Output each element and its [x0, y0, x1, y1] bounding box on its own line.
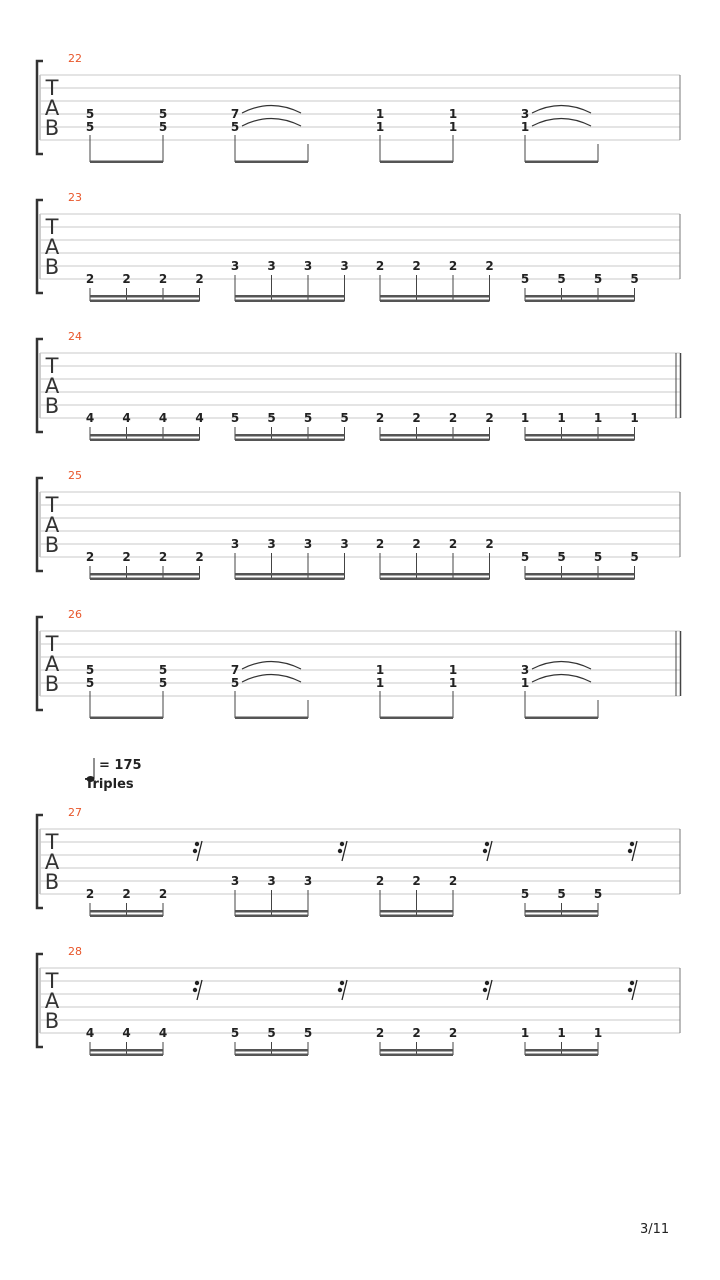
tie-arc — [532, 119, 591, 127]
measure-number: 27 — [68, 806, 82, 819]
fret-number: 3 — [520, 663, 530, 677]
measure-number: 28 — [68, 945, 82, 958]
tempo-marking — [85, 758, 142, 792]
fret-number: 3 — [230, 537, 240, 551]
tab-letter-a: A — [44, 989, 60, 1013]
fret-number: 7 — [230, 107, 240, 121]
fret-number: 3 — [520, 107, 530, 121]
fret-number: 4 — [85, 411, 95, 425]
measure-number: 22 — [68, 52, 82, 65]
tab-letter-t: T — [45, 215, 59, 239]
fret-number: 4 — [122, 1026, 131, 1040]
tab-letter-b: B — [44, 870, 60, 894]
fret-number: 5 — [303, 1026, 313, 1040]
beam — [525, 439, 635, 442]
fret-number: 1 — [448, 107, 458, 121]
beam — [90, 295, 200, 298]
tab-letter-b: B — [44, 672, 60, 696]
fret-number: 5 — [303, 411, 313, 425]
fret-number: 5 — [85, 120, 95, 134]
fret-number: 2 — [375, 1026, 385, 1040]
fret-number: 5 — [630, 272, 639, 286]
fret-number: 5 — [230, 120, 240, 134]
beam — [235, 161, 308, 164]
fret-number: 5 — [340, 411, 349, 425]
page-number: 3/11 — [640, 1222, 670, 1237]
fret-number: 1 — [557, 1026, 566, 1040]
beam — [525, 1054, 598, 1057]
beam — [235, 434, 345, 437]
tab-letter-t: T — [45, 354, 59, 378]
tie-arc — [242, 662, 301, 670]
fret-number: 5 — [230, 411, 240, 425]
fret-number: 5 — [520, 550, 530, 564]
fret-number: 5 — [158, 663, 168, 677]
tab-letter-a: A — [44, 850, 60, 874]
fret-number: 1 — [375, 120, 385, 134]
beam — [380, 915, 453, 918]
beam — [235, 1049, 308, 1052]
systems-layer — [37, 52, 681, 1056]
fret-number: 1 — [520, 676, 530, 690]
beam — [235, 573, 345, 576]
fret-number: 1 — [593, 1026, 603, 1040]
tab-letter-a: A — [44, 513, 60, 537]
fret-number: 5 — [520, 887, 530, 901]
fret-number: 4 — [158, 411, 168, 425]
fret-number: 5 — [267, 411, 276, 425]
beam — [525, 573, 635, 576]
fret-number: 5 — [557, 887, 566, 901]
measure-number: 25 — [68, 469, 82, 482]
fret-number: 2 — [85, 272, 95, 286]
beam — [90, 717, 163, 720]
fret-number: 3 — [230, 259, 240, 273]
fret-number: 3 — [303, 874, 313, 888]
fret-number: 5 — [593, 550, 603, 564]
tab-letter-a: A — [44, 96, 60, 120]
fret-number: 2 — [412, 1026, 421, 1040]
fret-number: 1 — [375, 663, 385, 677]
tab-system — [37, 191, 680, 302]
tie-arc — [242, 119, 301, 127]
fret-number: 1 — [557, 411, 566, 425]
beam — [235, 295, 345, 298]
beam — [525, 915, 598, 918]
beam — [235, 915, 308, 918]
fret-number: 7 — [230, 663, 240, 677]
sixteenth-rest — [628, 980, 637, 1000]
fret-number: 1 — [448, 676, 458, 690]
tab-letter-t: T — [45, 969, 59, 993]
fret-number: 2 — [375, 411, 385, 425]
fret-number: 5 — [230, 676, 240, 690]
beam — [525, 300, 635, 303]
beam — [235, 910, 308, 913]
fret-number: 1 — [593, 411, 603, 425]
beam — [90, 915, 163, 918]
fret-number: 2 — [195, 272, 204, 286]
fret-number: 1 — [448, 663, 458, 677]
sixteenth-rest — [483, 841, 492, 861]
fret-number: 2 — [448, 1026, 458, 1040]
fret-number: 3 — [267, 537, 276, 551]
fret-number: 2 — [158, 550, 168, 564]
sixteenth-rest — [338, 980, 347, 1000]
fret-number: 3 — [340, 537, 349, 551]
beam — [380, 717, 453, 720]
beam — [90, 439, 200, 442]
fret-number: 5 — [158, 107, 168, 121]
measure-number: 26 — [68, 608, 82, 621]
tie-arc — [532, 106, 591, 114]
tab-system — [37, 330, 681, 441]
fret-number: 2 — [375, 537, 385, 551]
sixteenth-rest — [193, 980, 202, 1000]
beam — [235, 578, 345, 581]
tab-letter-a: A — [44, 652, 60, 676]
fret-number: 2 — [485, 537, 494, 551]
fret-number: 2 — [158, 887, 168, 901]
fret-number: 3 — [340, 259, 349, 273]
fret-number: 2 — [485, 411, 494, 425]
beam — [380, 573, 490, 576]
fret-number: 3 — [230, 874, 240, 888]
beam — [90, 300, 200, 303]
fret-number: 1 — [520, 120, 530, 134]
fret-number: 4 — [122, 411, 131, 425]
fret-number: 1 — [375, 676, 385, 690]
fret-number: 3 — [303, 259, 313, 273]
beam — [380, 910, 453, 913]
tab-letter-t: T — [45, 493, 59, 517]
beam — [380, 1054, 453, 1057]
beam — [90, 1054, 163, 1057]
tab-letter-b: B — [44, 116, 60, 140]
beam — [235, 717, 308, 720]
beam — [380, 1049, 453, 1052]
fret-number: 5 — [85, 663, 95, 677]
fret-number: 4 — [158, 1026, 168, 1040]
fret-number: 2 — [122, 272, 131, 286]
tab-system — [37, 806, 680, 917]
beam — [90, 578, 200, 581]
tie-arc — [242, 675, 301, 683]
fret-number: 2 — [122, 887, 131, 901]
beam — [380, 439, 490, 442]
fret-number: 1 — [520, 411, 530, 425]
tab-letter-t: T — [45, 632, 59, 656]
tie-arc — [242, 106, 301, 114]
beam — [525, 910, 598, 913]
tab-system — [37, 469, 680, 580]
tab-letter-b: B — [44, 255, 60, 279]
beam — [90, 573, 200, 576]
fret-number: 2 — [375, 259, 385, 273]
beam — [90, 1049, 163, 1052]
measure-number: 23 — [68, 191, 82, 204]
tab-letter-t: T — [45, 830, 59, 854]
beam — [525, 1049, 598, 1052]
beam — [235, 439, 345, 442]
fret-number: 1 — [375, 107, 385, 121]
fret-number: 5 — [520, 272, 530, 286]
fret-number: 5 — [158, 676, 168, 690]
measure-number: 24 — [68, 330, 82, 343]
tab-system — [37, 52, 680, 163]
fret-number: 2 — [412, 537, 421, 551]
fret-number: 5 — [158, 120, 168, 134]
fret-number: 5 — [593, 887, 603, 901]
fret-number: 5 — [557, 550, 566, 564]
fret-number: 2 — [412, 874, 421, 888]
sixteenth-rest — [628, 841, 637, 861]
fret-number: 5 — [85, 107, 95, 121]
fret-number: 5 — [85, 676, 95, 690]
tab-letter-b: B — [44, 533, 60, 557]
fret-number: 2 — [485, 259, 494, 273]
beam — [380, 295, 490, 298]
tie-arc — [532, 662, 591, 670]
beam — [380, 300, 490, 303]
fret-number: 4 — [195, 411, 204, 425]
fret-number: 5 — [267, 1026, 276, 1040]
beam — [90, 434, 200, 437]
fret-number: 3 — [267, 874, 276, 888]
fret-number: 2 — [412, 259, 421, 273]
beam — [235, 300, 345, 303]
beam — [380, 161, 453, 164]
fret-number: 2 — [122, 550, 131, 564]
fret-number: 2 — [85, 887, 95, 901]
tab-letter-a: A — [44, 374, 60, 398]
beam — [380, 578, 490, 581]
sixteenth-rest — [193, 841, 202, 861]
tab-system — [37, 945, 680, 1056]
tab-system — [37, 608, 681, 719]
fret-number: 5 — [557, 272, 566, 286]
fret-number: 2 — [448, 874, 458, 888]
beam — [525, 717, 598, 720]
sixteenth-rest — [483, 980, 492, 1000]
beam — [380, 434, 490, 437]
beam — [90, 910, 163, 913]
fret-number: 3 — [303, 537, 313, 551]
tab-letter-a: A — [44, 235, 60, 259]
fret-number: 3 — [267, 259, 276, 273]
fret-number: 2 — [158, 272, 168, 286]
fret-number: 2 — [448, 411, 458, 425]
fret-number: 2 — [195, 550, 204, 564]
fret-number: 5 — [230, 1026, 240, 1040]
fret-number: 4 — [85, 1026, 95, 1040]
fret-number: 1 — [520, 1026, 530, 1040]
tempo-value: = 175 — [99, 758, 142, 773]
tab-letter-b: B — [44, 1009, 60, 1033]
beam — [235, 1054, 308, 1057]
beam — [90, 161, 163, 164]
fret-number: 2 — [448, 259, 458, 273]
fret-number: 2 — [412, 411, 421, 425]
tempo-label: Triples — [85, 777, 134, 792]
fret-number: 2 — [375, 874, 385, 888]
beam — [525, 161, 598, 164]
sixteenth-rest — [338, 841, 347, 861]
tab-letter-b: B — [44, 394, 60, 418]
fret-number: 1 — [448, 120, 458, 134]
fret-number: 5 — [630, 550, 639, 564]
beam — [525, 434, 635, 437]
fret-number: 5 — [593, 272, 603, 286]
fret-number: 2 — [85, 550, 95, 564]
beam — [525, 295, 635, 298]
tie-arc — [532, 675, 591, 683]
beam — [525, 578, 635, 581]
fret-number: 1 — [630, 411, 639, 425]
tab-letter-t: T — [45, 76, 59, 100]
fret-number: 2 — [448, 537, 458, 551]
